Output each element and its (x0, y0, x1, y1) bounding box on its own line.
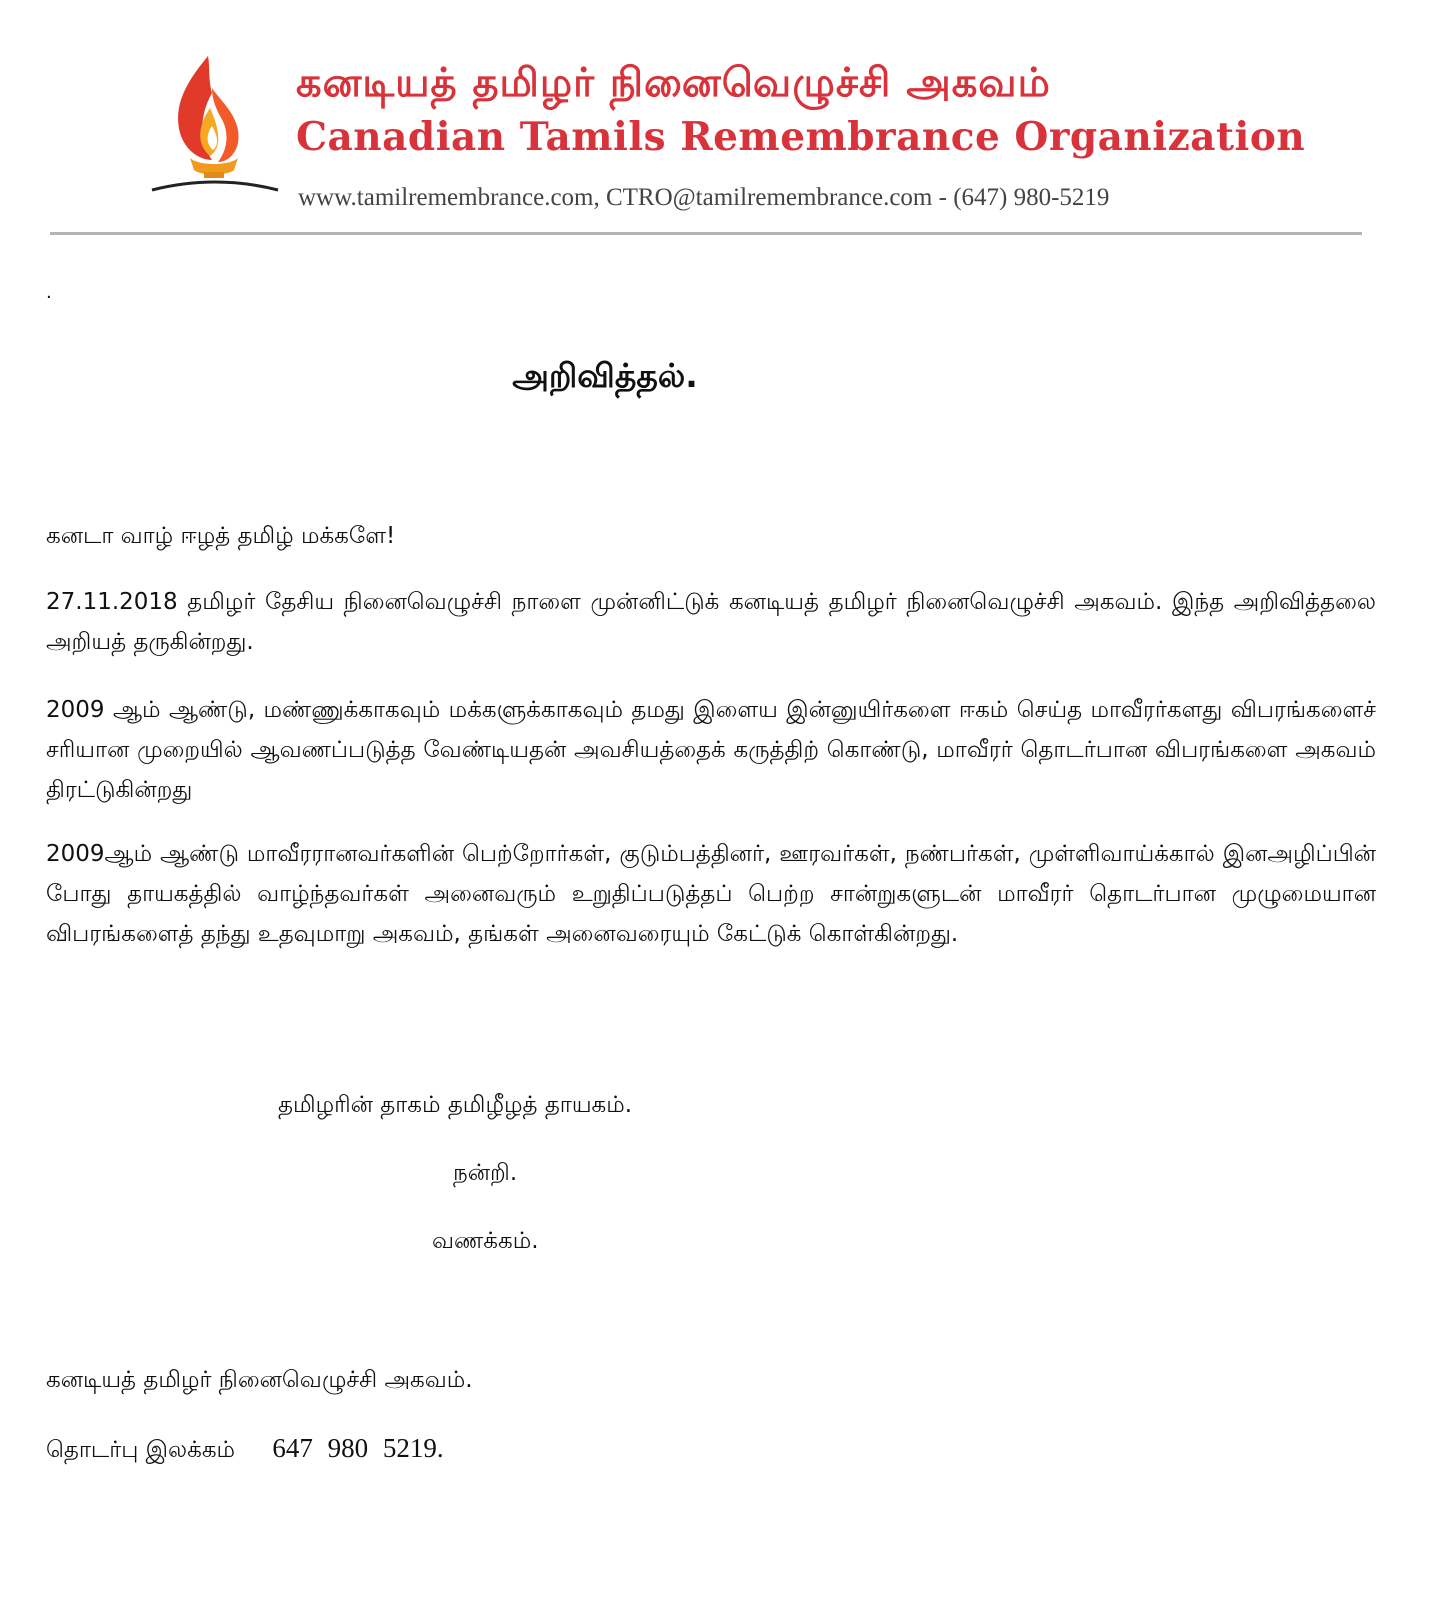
paragraph-3 (46, 834, 1376, 954)
greeting-text: கனடா வாழ் ஈழத் தமிழ் மக்களே! (46, 523, 396, 549)
slogan: தமிழரின் தாகம் தமிழீழத் தாயகம். (278, 1092, 633, 1118)
contact-label: தொடர்பு இலக்கம் (46, 1437, 236, 1463)
letterhead (0, 0, 1445, 240)
org-name-english: Canadian Tamils Remembrance Organization (296, 114, 1306, 160)
signature-org: கனடியத் தமிழர் நினைவெழுச்சி அகவம். (46, 1367, 473, 1393)
paragraph-text: 2009ஆம் ஆண்டு மாவீரரானவர்களின் பெற்றோர்கள், குடும்பத்தினர், ஊரவர்கள், நண்பர்கள், முள்ளிவாய்க்கால் இனஅழிப்பின் போது தாயகத்தில் வாழ்ந்தவர்கள் அனைவரும் உறுதிப்படுத்தப் பெற்ற சான்றுகளுடன் மாவீரர் தொடர்பான முழுமையான விபரங்களைத் தந்து உதவுமாறு அகவம், தங்கள் அனைவரையும் கேட்டுக் கொள்கின்றது. (46, 841, 1376, 947)
paragraph-1 (46, 582, 1376, 662)
org-name-tamil: கனடியத் தமிழர் நினைவெழுச்சி அகவம் (296, 60, 1051, 106)
thanks-line: நன்றி. (453, 1160, 518, 1186)
regards-line: வணக்கம். (432, 1228, 539, 1254)
notice-title: அறிவித்தல். (512, 356, 698, 395)
greeting (46, 516, 1376, 556)
header-divider (50, 232, 1362, 235)
org-contact-line: www.tamilremembrance.com, CTRO@tamilremembrance.com - (647) 980-5219 (298, 184, 1110, 211)
contact-line (46, 1433, 444, 1466)
contact-number: 647 980 5219. (272, 1433, 444, 1463)
dot-marker: . (46, 282, 52, 303)
paragraph-text: 2009 ஆம் ஆண்டு, மண்ணுக்காகவும் மக்களுக்காகவும் தமது இளைய இன்னுயிர்களை ஈகம் செய்த மாவீரர்களது விபரங்களைச் சரியான முறையில் ஆவணப்படுத்த வேண்டியதன் அவசியத்தைக் கருத்திற் கொண்டு, மாவீரர் தொடர்பான விபரங்களை அகவம் திரட்டுகின்றது (46, 697, 1376, 803)
paragraph-2 (46, 690, 1376, 810)
flame-logo-icon (150, 48, 280, 198)
paragraph-text: 27.11.2018 தமிழர் தேசிய நினைவெழுச்சி நாளை முன்னிட்டுக் கனடியத் தமிழர் நினைவெழுச்சி அகவம். இந்த அறிவித்தலை அறியத் தருகின்றது. (46, 589, 1376, 655)
